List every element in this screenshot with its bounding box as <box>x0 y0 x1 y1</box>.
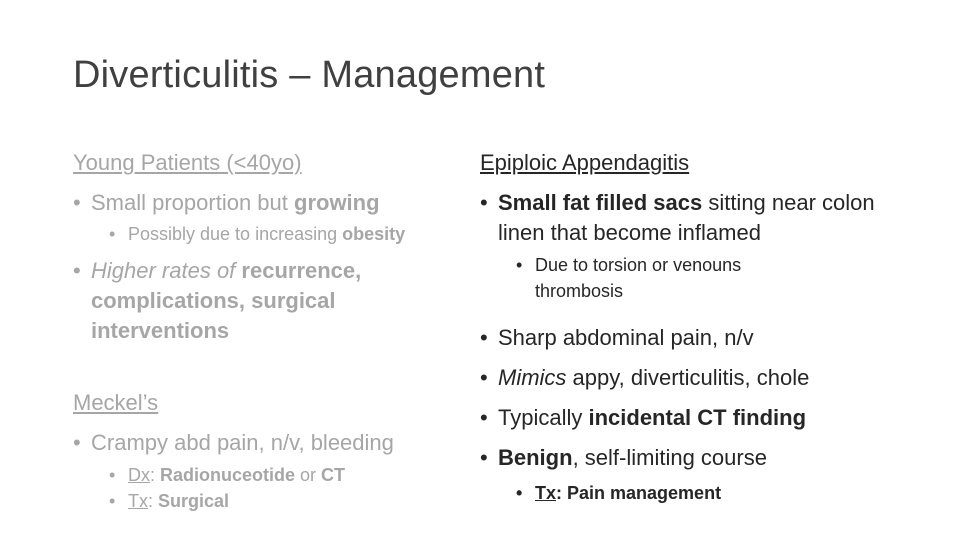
young-bullet-growing-text: Small proportion but <box>91 190 294 215</box>
young-bullet-rates-italic: Higher rates of <box>91 258 242 283</box>
epiploic-bullet-benign-text: , self-limiting course <box>572 445 767 470</box>
left-column <box>73 148 473 514</box>
young-sub-obesity-bold: obesity <box>342 224 406 244</box>
young-bullet-rates-bold: recurrence, complications, surgical interventions <box>91 258 362 343</box>
epiploic-sub-tx <box>480 480 940 506</box>
meckels-tx-sep: : <box>148 491 159 511</box>
epiploic-tx-label: Tx <box>535 483 557 503</box>
meckels-tx-bold: Surgical <box>158 491 230 511</box>
young-sub-obesity-text: Possibly due to increasing <box>128 224 343 244</box>
meckels-dx-bold1: Radionuceotide <box>160 465 296 485</box>
epiploic-sub-torsion: • Due to torsion or venouns thrombosis <box>480 252 815 304</box>
meckels-sub-tx <box>73 488 473 514</box>
meckels-dx-bold2: CT <box>321 465 346 485</box>
epiploic-bullet-mimics-text: appy, diverticulitis, chole <box>566 365 810 390</box>
meckels-dx-mid: or <box>295 465 322 485</box>
meckels-dx-sep: : <box>150 465 161 485</box>
epiploic-bullet-benign-bold: Benign <box>498 445 573 470</box>
slide-title: Diverticulitis – Management <box>73 54 546 96</box>
young-patients-heading: Young Patients (<40yo) <box>73 150 302 175</box>
epiploic-bullet-incidental-text: Typically <box>498 405 589 430</box>
meckels-heading: Meckel’s <box>73 390 159 415</box>
epiploic-bullet-mimics <box>480 358 940 398</box>
meckels-sub-dx <box>73 462 473 488</box>
epiploic-heading: Epiploic Appendagitis <box>480 150 690 175</box>
young-sub-obesity <box>73 221 473 247</box>
epiploic-bullet-incidental-bold: incidental CT finding <box>588 405 807 430</box>
right-column <box>480 148 940 506</box>
epiploic-bullet-sharp: • Sharp abdominal pain, n/v <box>480 318 940 358</box>
meckels-dx-label: Dx <box>128 465 150 485</box>
young-bullet-growing-bold: growing <box>294 190 380 215</box>
meckels-tx-label: Tx <box>128 491 148 511</box>
epiploic-tx-text: : Pain management <box>556 483 722 503</box>
epiploic-bullet-sacs <box>480 188 898 248</box>
meckels-bullet-crampy: • Crampy abd pain, n/v, bleeding <box>73 428 473 458</box>
young-bullet-rates <box>73 256 451 346</box>
epiploic-bullet-sacs-bold: Small fat filled sacs <box>498 190 703 215</box>
epiploic-bullet-mimics-italic: Mimics <box>498 365 567 390</box>
epiploic-bullet-sacs-text: sitting near colon linen that become inflamed <box>498 190 875 245</box>
epiploic-bullet-incidental <box>480 398 940 438</box>
young-bullet-growing <box>73 188 473 218</box>
epiploic-bullet-benign <box>480 438 940 478</box>
